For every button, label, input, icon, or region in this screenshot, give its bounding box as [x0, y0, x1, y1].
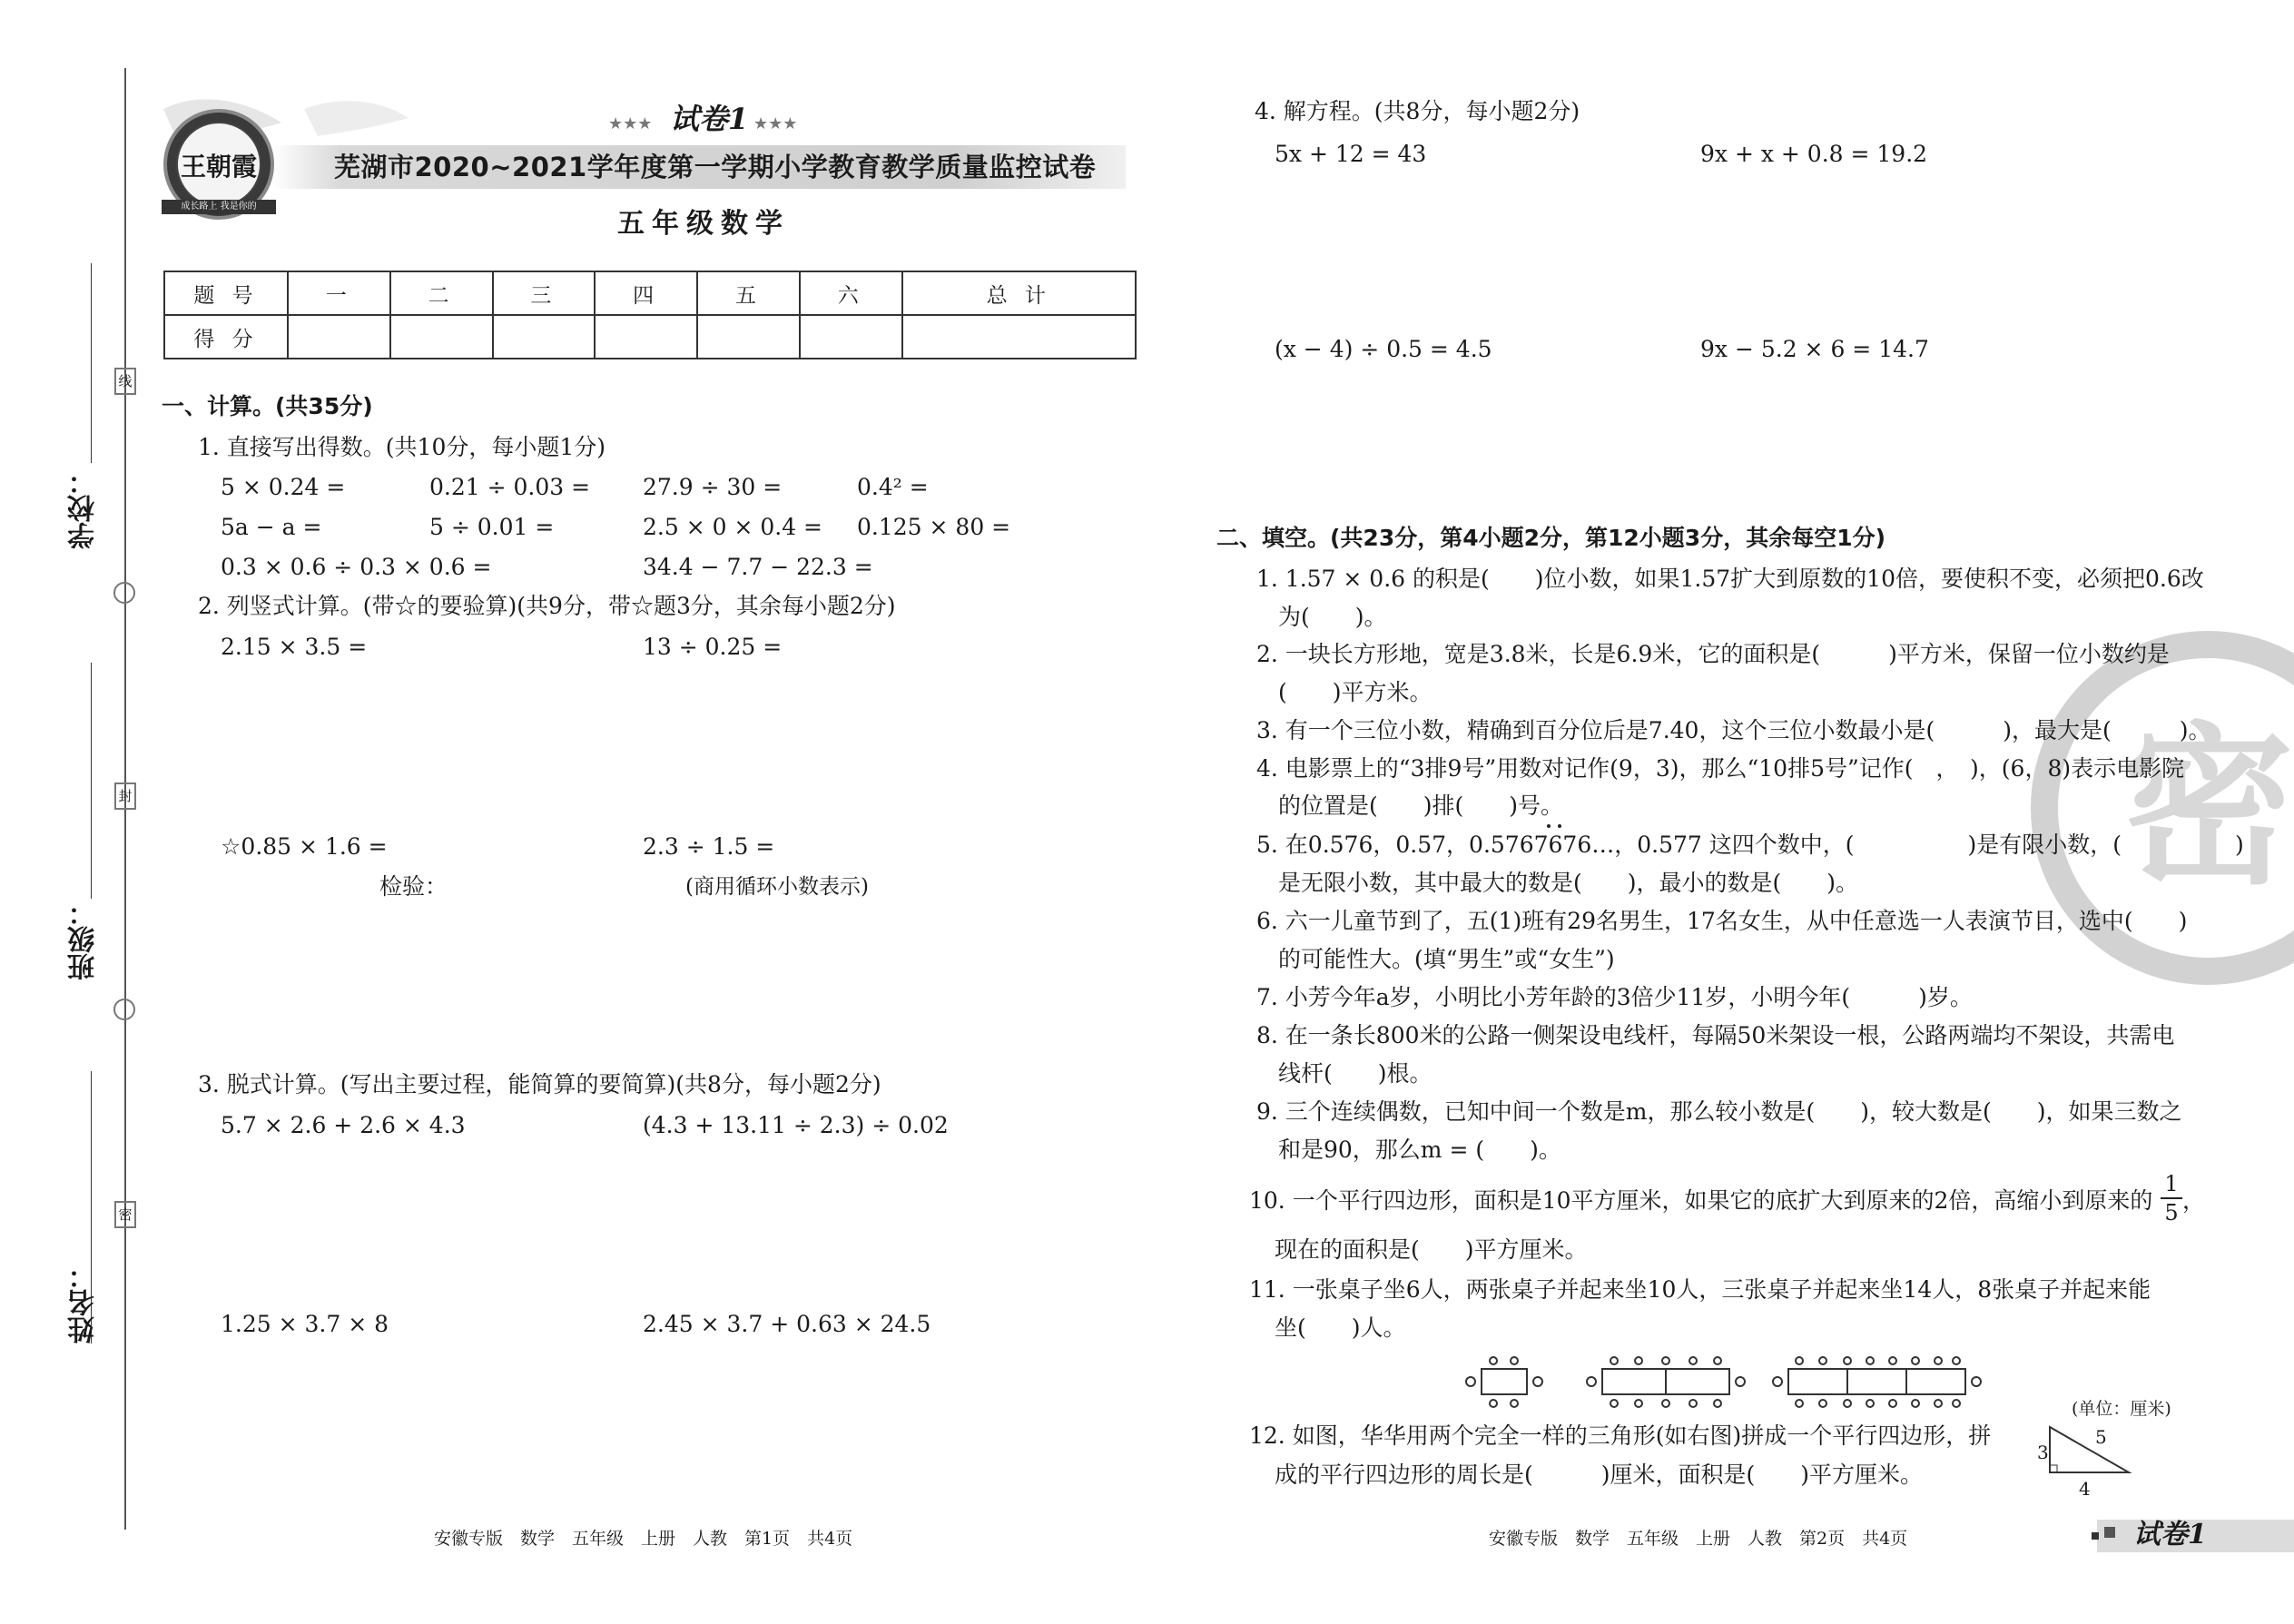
fraction-bar [2161, 1197, 2182, 1199]
page-footer-left: 安徽专版 数学 五年级 上册 人教 第1页 共4页 [434, 1529, 853, 1549]
corner-label: 试卷1 [2133, 1519, 2207, 1550]
q2-item: 2.15 × 3.5 = [221, 634, 368, 660]
fill-line: 9. 三个连续偶数，已知中间一个数是m，那么较小数是( )，较大数是( )，如果三数之 [1256, 1098, 2182, 1125]
watermark-char: 密 [2121, 707, 2294, 908]
q2-note: (商用循环小数表示) [685, 875, 869, 899]
fraction-comma: ， [2182, 1187, 2206, 1214]
table-cell: 六 [800, 271, 902, 315]
q4-item: 9x − 5.2 × 6 = 14.7 [1700, 336, 1929, 362]
q1-item: 27.9 ÷ 30 = [643, 474, 783, 500]
table-cell: 三 [493, 271, 596, 315]
name-label: 姓名： [68, 1262, 100, 1343]
table-cell: 四 [595, 271, 697, 315]
q1-item: 0.3 × 0.6 ÷ 0.3 × 0.6 = [221, 554, 492, 580]
fill-line: 为( )。 [1278, 604, 1387, 630]
section2-title: 二、填空。(共23分，第4小题2分，第12小题3分，其余每空1分) [1216, 525, 1886, 551]
fill-line: 和是90，那么m = ( )。 [1278, 1137, 1561, 1163]
fill-line: 7. 小芳今年a岁，小明比小芳年龄的3倍少11岁，小明今年( )岁。 [1256, 984, 1973, 1010]
seal-mark-secret: 密 [114, 1201, 136, 1228]
fraction-denominator: 5 [2164, 1200, 2179, 1225]
q2-item: 13 ÷ 0.25 = [643, 634, 783, 660]
exam-title: 芜湖市2020~2021学年度第一学期小学教育教学质量监控试卷 [334, 152, 1097, 182]
score-table [163, 271, 1137, 359]
q1-item: 5 ÷ 0.01 = [429, 514, 555, 540]
class-blank-line [91, 663, 92, 899]
stars-right: ★★★ [753, 114, 798, 133]
seal-mark-line: 线 [114, 368, 136, 395]
fill-line: ( )平方米。 [1278, 679, 1433, 705]
q2-check-label: 检验： [379, 873, 448, 900]
repeating-dot [1547, 824, 1551, 828]
q4-item: (x − 4) ÷ 0.5 = 4.5 [1275, 336, 1492, 362]
fill-line: 1. 1.57 × 0.6 的积是( )位小数，如果1.57扩大到原数的10倍，要使积不变，必须把0.6改 [1256, 566, 2204, 592]
binding-hole-icon [113, 999, 135, 1020]
q3-item: 2.45 × 3.7 + 0.63 × 24.5 [643, 1311, 931, 1337]
score-table-score-row [164, 315, 1136, 359]
triangle-unit: (单位：厘米) [2072, 1399, 2171, 1419]
subject-title: 五年级数学 [617, 208, 790, 240]
table-cell: 题 号 [164, 271, 288, 315]
fraction-numerator: 1 [2164, 1171, 2179, 1196]
score-cell[interactable] [493, 315, 596, 359]
fill-line: 10. 一个平行四边形，面积是10平方厘米，如果它的底扩大到原来的2倍，高缩小到原来的 [1249, 1187, 2153, 1214]
series-label: 试卷1 [670, 102, 749, 136]
fill-line: 现在的面积是( )平方厘米。 [1275, 1236, 1588, 1263]
page-footer-right: 安徽专版 数学 五年级 上册 人教 第2页 共4页 [1489, 1529, 1908, 1549]
score-table-header-row [164, 271, 1136, 315]
fill-line: 12. 如图，华华用两个完全一样的三角形(如右图)拼成一个平行四边形，拼 [1249, 1422, 1992, 1449]
table-cell: 二 [390, 271, 493, 315]
watermark-seal [2017, 626, 2294, 989]
q2-item: 2.3 ÷ 1.5 = [643, 833, 775, 860]
fill-line: 8. 在一条长800米的公路一侧架设电线杆，每隔50米架设一根，公路两端均不架设，共需电 [1256, 1022, 2175, 1048]
fill-line: 11. 一张桌子坐6人，两张桌子并起来坐10人，三张桌子并起来坐14人，8张桌子并起来能 [1249, 1276, 2151, 1303]
q1-item: 34.4 − 7.7 − 22.3 = [643, 554, 873, 580]
fill-line: 的位置是( )排( )号。 [1278, 792, 1564, 819]
logo-text: 王朝霞 [180, 152, 257, 182]
table-cell: 五 [697, 271, 800, 315]
table-cell: 一 [288, 271, 390, 315]
triangle-side-3: 3 [2037, 1442, 2049, 1463]
fill-line: 6. 六一儿童节到了，五(1)班有29名男生，17名女生，从中任意选一人表演节目，选中( ) [1256, 908, 2188, 934]
q3-title: 3. 脱式计算。(写出主要过程，能简算的要简算)(共8分，每小题2分) [198, 1071, 881, 1097]
fill-line: 线杆( )根。 [1278, 1060, 1433, 1087]
q3-item: (4.3 + 13.11 ÷ 2.3) ÷ 0.02 [643, 1112, 949, 1138]
q4-title: 4. 解方程。(共8分，每小题2分) [1255, 98, 1580, 124]
fill-line: 3. 有一个三位小数，精确到百分位后是7.40，这个三位小数最小是( )，最大是( )。 [1256, 717, 2211, 743]
score-cell[interactable] [697, 315, 800, 359]
table-cell: 总 计 [902, 271, 1136, 315]
q3-item: 1.25 × 3.7 × 8 [221, 1311, 389, 1337]
q4-item: 5x + 12 = 43 [1275, 141, 1427, 167]
corner-square [2092, 1532, 2099, 1540]
score-cell[interactable] [390, 315, 493, 359]
q1-title: 1. 直接写出得数。(共10分，每小题1分) [198, 434, 606, 460]
score-cell[interactable] [902, 315, 1136, 359]
q1-item: 5a − a = [221, 514, 322, 540]
fill-line: 成的平行四边形的周长是( )厘米，面积是( )平方厘米。 [1275, 1462, 1924, 1488]
fill-line: 坐( )人。 [1275, 1314, 1406, 1341]
table-cell: 得 分 [164, 315, 288, 359]
repeating-dot [1558, 824, 1561, 828]
q2-item: ☆0.85 × 1.6 = [221, 833, 388, 860]
logo-motto: 成长路上 我是你的 [162, 200, 276, 214]
corner-square [2104, 1527, 2115, 1538]
brand-logo [163, 109, 274, 220]
q2-title: 2. 列竖式计算。(带☆的要验算)(共9分，带☆题3分，其余每小题2分) [198, 593, 896, 619]
q1-item: 0.125 × 80 = [857, 514, 1011, 540]
desks-figure [1462, 1353, 1997, 1416]
school-label: 学校： [68, 468, 100, 549]
fill-line: 4. 电影票上的“3排9号”用数对记作(9，3)，那么“10排5号”记作( ， )，(6，8)表示电影院 [1256, 755, 2185, 782]
class-label: 班级： [68, 899, 100, 980]
score-cell[interactable] [595, 315, 697, 359]
school-blank-line [91, 263, 92, 463]
q1-item: 0.4² = [857, 474, 929, 500]
q1-item: 0.21 ÷ 0.03 = [429, 474, 591, 500]
binding-hole-icon [113, 582, 135, 604]
fill-line: 是无限小数，其中最大的数是( )，最小的数是( )。 [1278, 870, 1859, 896]
triangle-side-5: 5 [2095, 1426, 2107, 1448]
q4-item: 9x + x + 0.8 = 19.2 [1700, 141, 1928, 167]
q1-item: 2.5 × 0 × 0.4 = [643, 514, 822, 540]
seal-mark-seal: 封 [114, 782, 136, 810]
section1-title: 一、计算。(共35分) [162, 393, 373, 419]
fraction [2161, 1171, 2182, 1225]
score-cell[interactable] [800, 315, 902, 359]
q1-item: 5 × 0.24 = [221, 474, 346, 500]
triangle-side-4: 4 [2079, 1478, 2091, 1500]
fill-line: 的可能性大。(填“男生”或“女生”) [1278, 946, 1615, 972]
fill-line: 5. 在0.576，0.57，0.5767676…，0.577 这四个数中，( )是有限小数，( ) [1256, 832, 2244, 858]
score-cell[interactable] [288, 315, 390, 359]
q3-item: 5.7 × 2.6 + 2.6 × 4.3 [221, 1112, 466, 1138]
fill-line: 2. 一块长方形地，宽是3.8米，长是6.9米，它的面积是( )平方米，保留一位小数约是 [1256, 641, 2170, 667]
stars-left: ★★★ [608, 114, 653, 133]
